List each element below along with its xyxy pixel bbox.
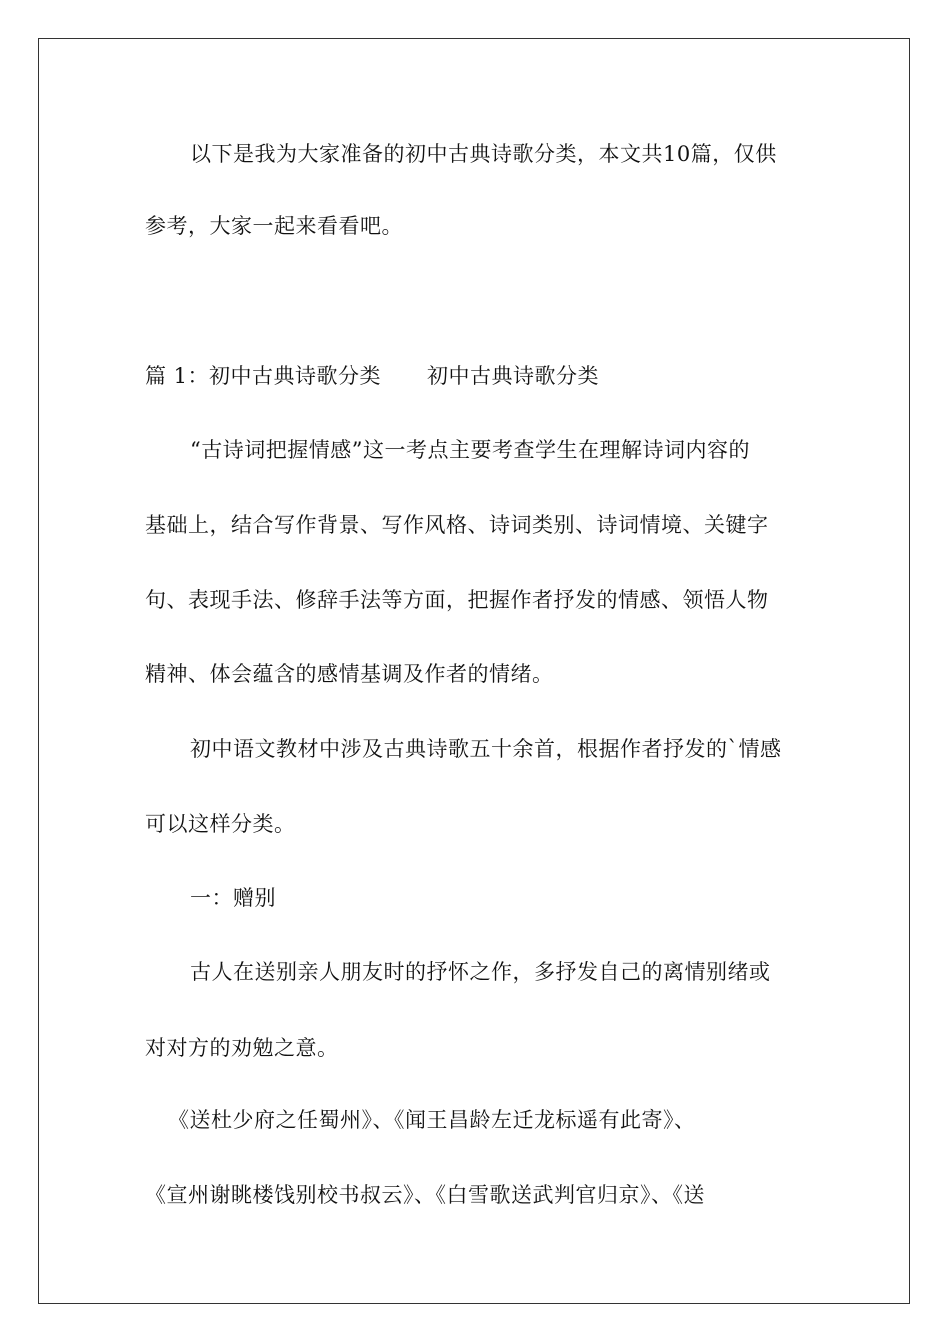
heading-prefix: 篇 1：初中古典诗歌分类 <box>145 364 382 388</box>
poem-list-line-1: 《送杜少府之任蜀州》、《闻王昌龄左迁龙标遥有此寄》、 <box>168 1108 696 1132</box>
para1-line-2: 基础上，结合写作背景、写作风格、诗词类别、诗词情境、关键字 <box>145 513 769 537</box>
para2-line-1: 初中语文教材中涉及古典诗歌五十余首，根据作者抒发的`情感 <box>190 737 782 761</box>
para2-line-2: 可以这样分类。 <box>145 812 296 836</box>
poem-list-line-2: 《宣州谢眺楼饯别校书叔云》、《白雪歌送武判官归京》、《送 <box>145 1183 705 1207</box>
para1-line-1: “古诗词把握情感”这一考点主要考查学生在理解诗词内容的 <box>190 438 750 462</box>
para1-line-4: 精神、体会蕴含的感情基调及作者的情绪。 <box>145 662 554 686</box>
para3-line-1: 古人在送别亲人朋友时的抒怀之作，多抒发自己的离情别绪或 <box>190 960 771 984</box>
section-heading <box>145 362 599 390</box>
intro-line-1: 以下是我为大家准备的初中古典诗歌分类，本文共10篇，仅供 <box>190 142 777 166</box>
para1-line-3: 句、表现手法、修辞手法等方面，把握作者抒发的情感、领悟人物 <box>145 588 769 612</box>
heading-title: 初中古典诗歌分类 <box>427 364 600 388</box>
para3-line-2: 对对方的劝勉之意。 <box>145 1036 339 1060</box>
subsection-title: 一：赠别 <box>190 886 276 910</box>
intro-line-2: 参考，大家一起来看看吧。 <box>145 214 403 238</box>
